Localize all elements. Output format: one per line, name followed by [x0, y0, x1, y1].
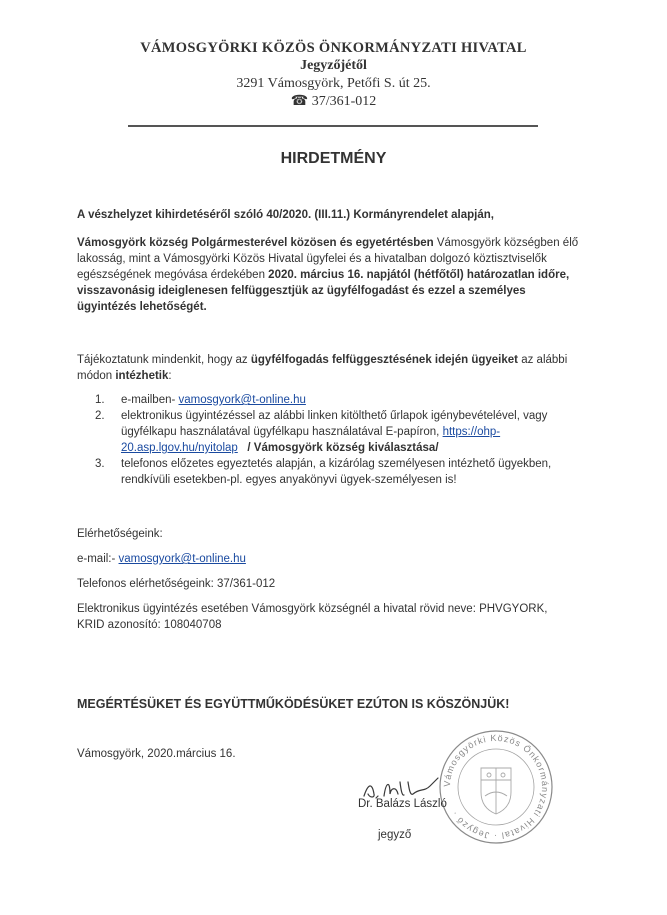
- header-office: VÁMOSGYÖRKI KÖZÖS ÖNKORMÁNYZATI HIVATAL: [140, 40, 527, 56]
- list-bold-suffix: / Vámosgyörk község kiválasztása/: [237, 442, 439, 454]
- contacts-electronic: Elektronikus ügyintézés esetében Vámosgyörk községnél a hivatal rövid neve: PHVGYORK, KRID azonosító: 108040708: [77, 603, 548, 631]
- header-from: Jegyzőjétől: [300, 58, 367, 73]
- list-number: 2.: [95, 410, 105, 422]
- header-phone-line: [0, 93, 667, 110]
- signer-role: jegyző: [378, 829, 412, 841]
- thanks-line: MEGÉRTÉSÜKET ÉS EGYÜTTMŰKÖDÉSÜKET EZÚTON IS KÖSZÖNJÜK!: [77, 697, 510, 711]
- stamp-text: Vámosgyörki Közös Önkormányzati Hivatal · Jegyző ·: [441, 732, 551, 842]
- signer-name: Dr. Balázs László: [358, 798, 447, 810]
- list-text: e-mailben-: [121, 394, 179, 406]
- p2-text-3: :: [168, 370, 172, 382]
- list-number: 1.: [95, 394, 105, 406]
- intro-text: A vészhelyzet kihirdetéséről szóló 40/2020. (III.11.) Kormányrendelet alapján,: [77, 209, 494, 221]
- coat-of-arms-icon: [481, 768, 511, 814]
- p2-bold-2: intézhetik: [115, 370, 169, 382]
- email-link[interactable]: vamosgyork@t-online.hu: [178, 394, 306, 406]
- contacts-email-line: [77, 551, 587, 567]
- list-text: telefonos előzetes egyeztetés alapján, a kizárólag személyesen intézhető ügyekben, rendkívüli esetekben-pl. egyes anyakönyvi ügyek-személyesen is!: [121, 458, 552, 486]
- header-divider: [128, 125, 538, 127]
- p2-text-1: Tájékoztatunk mindenkit, hogy az: [77, 354, 251, 366]
- p1-text-1: Vámosgyörk községben élő lakosság, mint a Vámosgyörki Közös Hivatal ügyfelei és a hivatalban dolgozó köztisztviselők egészségének megóvása érdekében: [77, 237, 579, 281]
- telephone-icon: ☎: [290, 94, 309, 109]
- list-item: [95, 392, 565, 408]
- list-number: 3.: [95, 458, 105, 470]
- p2-bold-1: ügyfélfogadás felfüggesztésének idején ügyeiket: [250, 354, 519, 366]
- p1-bold-2: 2020. március 16. napjától (hétfőtől) határozatlan időre, visszavonásig ideiglenesen felfüggesztjük az ügyfélfogadást és ezzel a személyes ügyintézés lehetőségét.: [77, 269, 570, 313]
- email-label: e-mail:-: [77, 553, 119, 565]
- list-text: elektronikus ügyintézéssel az alábbi linken kitölthető űrlapok igénybevételével, vagy ügyfélkapu használatával ügyfélkapu használatával E-papíron,: [121, 410, 548, 438]
- contact-email-link[interactable]: vamosgyork@t-online.hu: [118, 553, 246, 565]
- list-item: [95, 456, 565, 488]
- header-phone: 37/361-012: [311, 94, 377, 109]
- portal-link[interactable]: https://ohp-20.asp.lgov.hu/nyitolap: [121, 426, 501, 454]
- header-address: 3291 Vámosgyörk, Petőfi S. út 25.: [236, 76, 431, 91]
- contacts-heading: Elérhetőségeink:: [77, 528, 163, 540]
- list-item: [95, 408, 565, 456]
- intro-line: [77, 207, 587, 223]
- p1-bold-1: Vámosgyörk község Polgármesterével közösen és egyetértésben: [77, 237, 434, 249]
- p2-text-2: az alábbi módon: [77, 354, 568, 382]
- date-line: Vámosgyörk, 2020.március 16.: [77, 748, 236, 760]
- methods-list: [95, 392, 565, 488]
- paragraph-suspension: [77, 235, 587, 315]
- page-title: HIRDETMÉNY: [280, 150, 387, 167]
- paragraph-info: [77, 352, 587, 384]
- contacts-phone-line: Telefonos elérhetőségeink: 37/361-012: [77, 578, 276, 590]
